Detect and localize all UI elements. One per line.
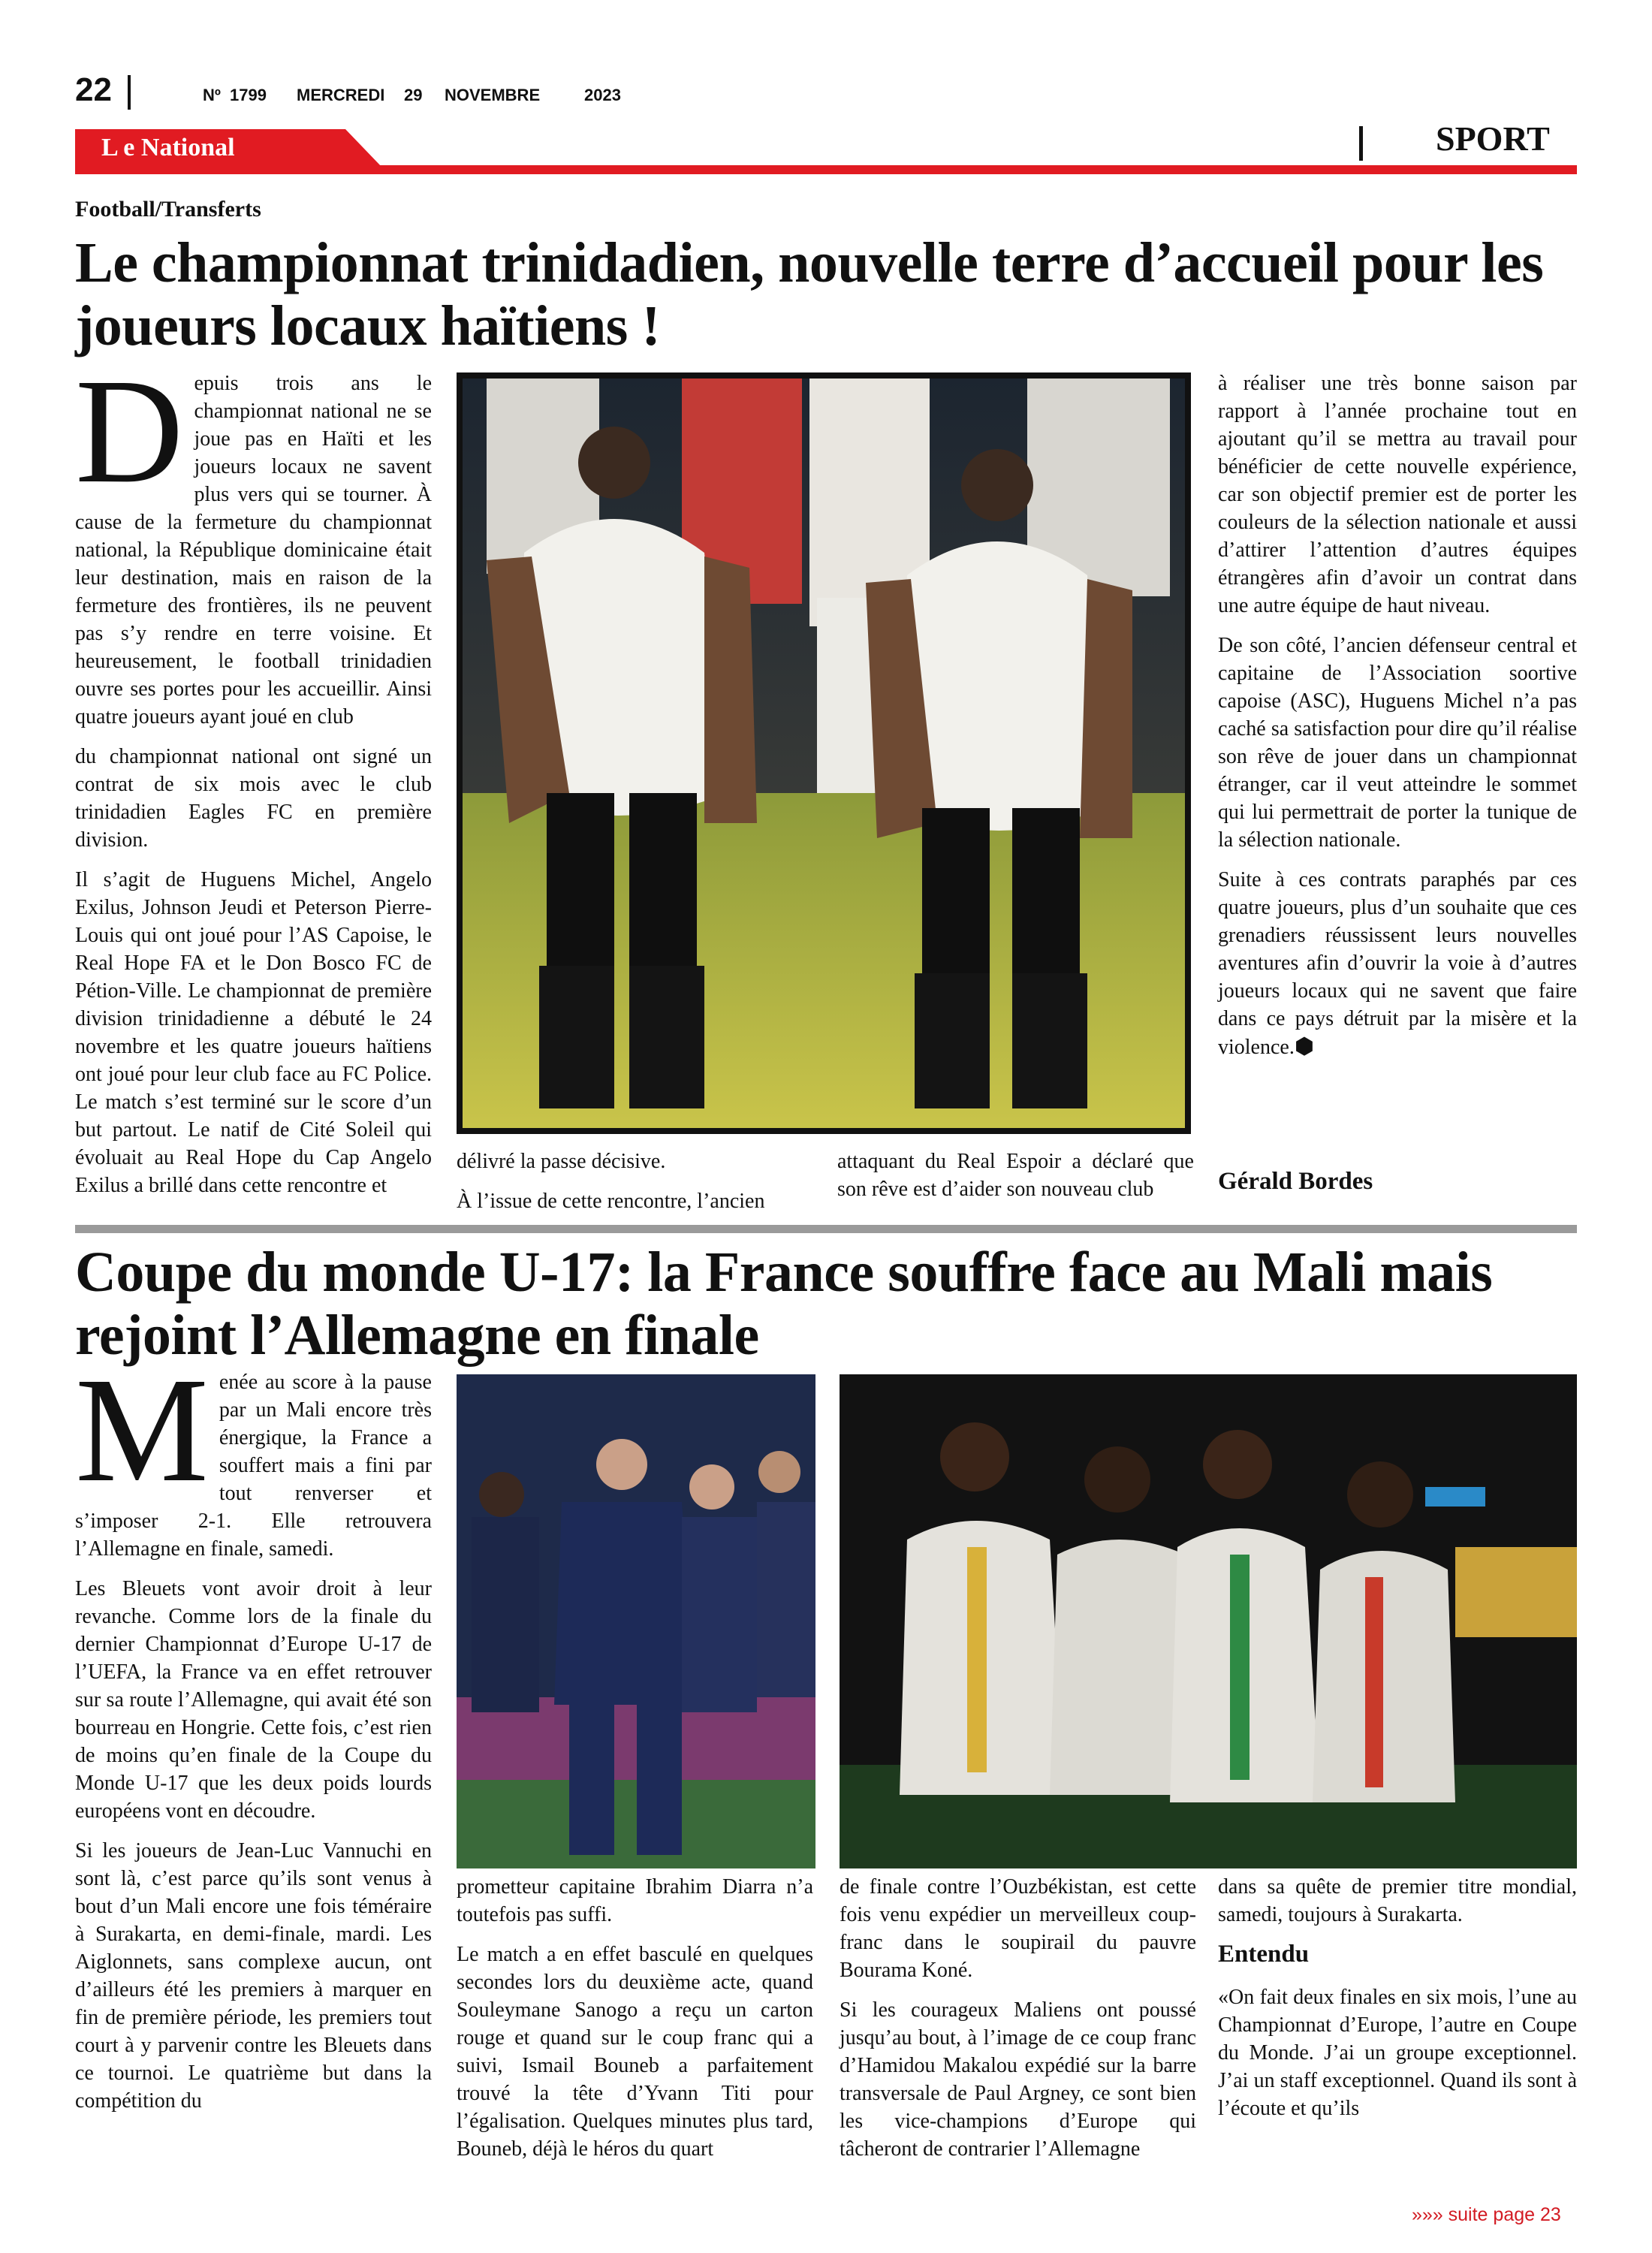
players-photo bbox=[457, 372, 1191, 1134]
article2-paragraph: Le match a en effet basculé en quelques secondes lors du deuxième acte, quand Souleymane Sanogo a reçu un carton rouge et quand sur le coup franc qui a suivi, Ismail Bouneb a parfaitement trouvé la tête d’Yvann Titi pour l’égalisation. Quelques minutes plus tard, Bouneb, déjà le héros du quart bbox=[457, 1943, 813, 2161]
section-label: SPORT bbox=[1436, 119, 1550, 158]
article1-column-4 bbox=[1218, 369, 1577, 1073]
masthead-divider bbox=[128, 75, 131, 110]
article2-column-1 bbox=[75, 1347, 432, 2127]
article2-paragraph: «On fait deux finales en six mois, l’une au Championnat d’Europe, l’autre en Coupe du Monde. J’ai un groupe exceptionnel. J’ai un staff exceptionnel. Quand ils sont à l’écoute et qu’ils bbox=[1218, 1986, 1577, 2120]
article2-column-4 bbox=[1218, 1873, 1577, 2134]
article1-paragraph: attaquant du Real Espoir a déclaré que son rêve est d’aider son nouveau club bbox=[837, 1150, 1194, 1201]
brand-name: L e National bbox=[101, 134, 235, 161]
article1-headline: Le championnat trinidadien, nouvelle terre d’accueil pour les joueurs locaux haïtiens ! bbox=[75, 231, 1544, 357]
article2-paragraph: de finale contre l’Ouzbékistan, est cette fois venu expédier un merveilleux coup-franc dans le soupirail du pauvre Bourama Koné. bbox=[840, 1875, 1196, 1982]
article2-column-3 bbox=[840, 1873, 1196, 2175]
article1-column-3 bbox=[837, 1148, 1194, 1215]
article2-paragraph: dans sa quête de premier titre mondial, samedi, toujours à Surakarta. bbox=[1218, 1875, 1577, 1926]
article2-column-2 bbox=[457, 1873, 813, 2175]
france-players-photo bbox=[457, 1374, 815, 1868]
article2-paragraph: Si les joueurs de Jean-Luc Vannuchi en sont là, c’est parce qu’ils sont venus à bout d’un Mali encore une fois téméraire à Surakarta, en demi-finale, mardi. Les Aiglonnets, sans complexe aucun, ont d’ailleurs été les premiers à marquer en fin de première période, les premiers tout court à y parvenir contre les Bleuets dans ce tournoi. Le quatrième but dans la compétition du bbox=[75, 1839, 432, 2113]
article2-headline: Coupe du monde U-17: la France souffre face au Mali mais rejoint l’Allemagne en finale bbox=[75, 1241, 1493, 1367]
article1-paragraph: du championnat national ont signé un contrat de six mois avec le club trinidadien Eagles FC en première division. bbox=[75, 745, 432, 852]
article1-author: Gérald Bordes bbox=[1218, 1168, 1373, 1195]
article1-paragraph: De son côté, l’ancien défenseur central et capitaine de l’Association soortive capoise (ASC), Huguens Michel n’a pas caché sa satisfaction pour dire qu’il réalise son rêve de jouer dans un championnat étranger, car il veut atteindre le sommet qui lui permettrait de porter la tunique de la sélection nationale. bbox=[1218, 634, 1577, 852]
article1-dropcap: D bbox=[75, 348, 184, 514]
article1-paragraph: Il s’agit de Huguens Michel, Angelo Exilus, Johnson Jeudi et Peterson Pierre-Louis qui ont joué pour l’AS Capoise, le Real Hope FA et le Don Bosco FC de Pétion-Ville. Le championnat de première division trinidadienne a débuté le 24 novembre et les quatre joueurs haïtiens ont joué pour leur club face au FC Police. Le match s’est terminé sur le score d’un but partout. Le natif de Cité Soleil qui évoluait au Real Hope du Cap Angelo Exilus a brillé dans cette rencontre et bbox=[75, 868, 432, 1197]
continued-link[interactable]: »»» suite page 23 bbox=[1412, 2204, 1561, 2225]
article1-column-2 bbox=[457, 1148, 809, 1227]
article2-paragraph: Les Bleuets vont avoir droit à leur revanche. Comme lors de la finale du dernier Championnat d’Europe U-17 de l’UEFA, la France va en effet retrouver sur sa route l’Allemagne, qui avait été son bourreau en Hongrie. Cette fois, c’est rien de moins qu’en finale de la Coupe du Monde U-17 que les deux poids lourds européens vont en découdre. bbox=[75, 1577, 432, 1823]
issue-day: MERCREDI bbox=[297, 86, 385, 104]
mali-players-photo bbox=[840, 1374, 1577, 1868]
article2-paragraph: Si les courageux Maliens ont poussé jusqu’au bout, à l’image de ce coup franc d’Hamidou Makalou expédié sur la barre transversale de Paul Argney, ce sont bien les vice-champions d’Europe qui tâcheront de contrarier l’Allemagne bbox=[840, 1998, 1196, 2161]
article1-paragraph: À l’issue de cette rencontre, l’ancien bbox=[457, 1190, 765, 1213]
article2-paragraph: enée au score à la pause par un Mali encore très énergique, la France a souffert mais a fini par tout renverser et s’imposer 2-1. Elle retrouvera l’Allemagne en finale, samedi. bbox=[75, 1371, 432, 1561]
issue-month: NOVEMBRE bbox=[445, 86, 541, 104]
issue-day-number: 29 bbox=[404, 86, 423, 104]
header-red-rule bbox=[75, 165, 1577, 174]
issue-year: 2023 bbox=[584, 86, 621, 104]
issue-number: Nº 1799 bbox=[203, 86, 267, 104]
article2-dropcap: M bbox=[75, 1347, 209, 1513]
article1-paragraph: à réaliser une très bonne saison par rapport à l’année prochaine tout en ajoutant qu’il se mettra au travail pour bénéficier de cette nouvelle expérience, car son objectif premier est de porter les couleurs de la sélection nationale et aussi d’attirer l’attention d’autres équipes étrangères afin d’avoir un contrat dans une autre équipe de haut niveau. bbox=[1218, 372, 1577, 617]
article-separator bbox=[75, 1225, 1577, 1233]
article1-paragraph: Suite à ces contrats paraphés par ces quatre joueurs, plus d’un souhaite que ces grenadiers réussissent leurs nouvelles aventures afin d’ouvrir la voie à d’autres joueurs locaux qui ne savent que faire dans ce pays détruit par la misère et la violence. bbox=[1218, 868, 1577, 1059]
article1-column-1 bbox=[75, 348, 432, 1211]
end-mark-icon: ⬢ bbox=[1294, 1034, 1315, 1059]
article2-subhead: Entendu bbox=[1218, 1941, 1310, 1968]
article1-kicker: Football/Transferts bbox=[75, 197, 261, 222]
article2-paragraph: prometteur capitaine Ibrahim Diarra n’a toutefois pas suffi. bbox=[457, 1875, 813, 1926]
section-divider bbox=[1359, 126, 1363, 161]
page-number: 22 bbox=[75, 71, 112, 108]
article1-paragraph: epuis trois ans le championnat national ne se joue pas en Haïti et les joueurs locaux ne savent plus vers qui se tourner. À cause de la fermeture du championnat national, la République dominicaine était leur destination, mais en raison de la fermeture des frontières, ils ne peuvent pas s’y rendre en terre voisine. Et heureusement, le football trinidadien ouvre ses portes pour les accueillir. Ainsi quatre joueurs ayant joué en club bbox=[75, 372, 432, 728]
article1-paragraph: délivré la passe décisive. bbox=[457, 1150, 666, 1173]
